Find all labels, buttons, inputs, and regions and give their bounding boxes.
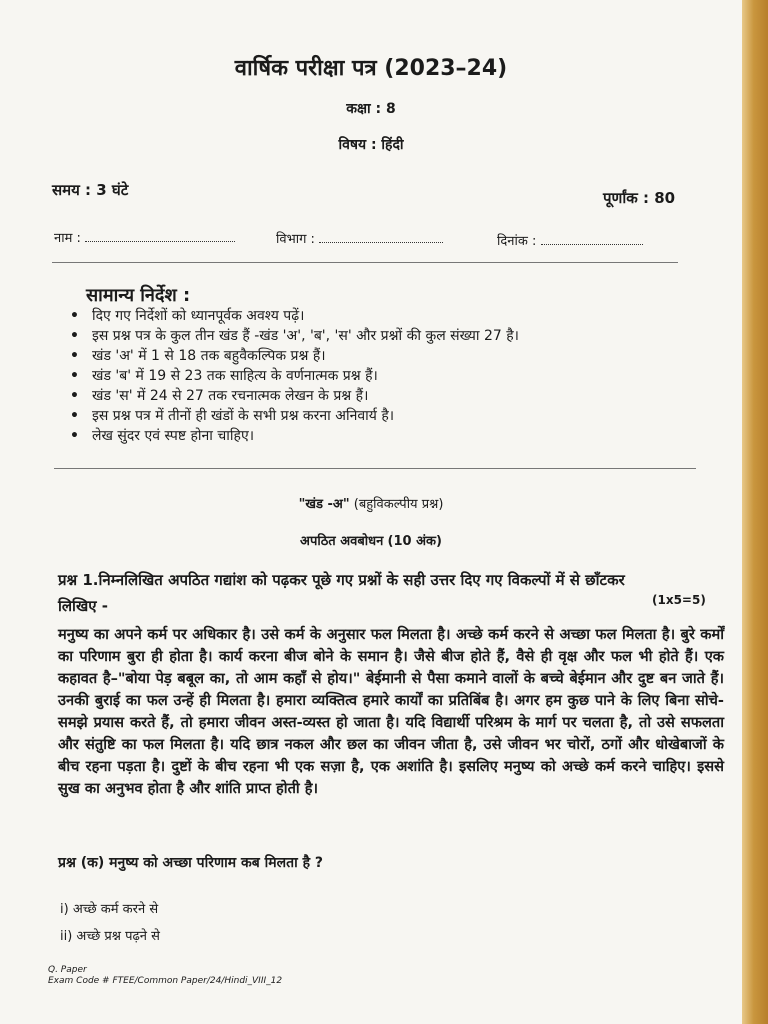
- unseen-passage-heading: [0, 531, 742, 549]
- unseen-passage-marks: (10 अंक): [387, 534, 442, 549]
- instruction-item: • इस प्रश्न पत्र में तीनों ही खंडों के सभी प्रश्न करना अनिवार्य है।: [70, 406, 519, 426]
- question-1-marks: (1x5=5): [652, 593, 706, 607]
- instructions-divider: [54, 468, 696, 469]
- time-label: समय : 3 घंटे: [52, 181, 129, 199]
- paper-edge-background: [742, 0, 768, 1024]
- option-1[interactable]: i) अच्छे कर्म करने से: [60, 902, 159, 917]
- instruction-item: • इस प्रश्न पत्र के कुल तीन खंड हैं -खंड 'अ', 'ब', 'स' और प्रश्नों की कुल संख्या 27 है।: [70, 326, 519, 346]
- subject-label: विषय : हिंदी: [338, 137, 404, 153]
- footer-exam-code: Exam Code # FTEE/Common Paper/24/Hindi_VIII_12: [48, 976, 283, 986]
- footer-paper-label: Q. Paper: [48, 965, 87, 975]
- section-a-heading: [0, 494, 742, 512]
- name-field[interactable]: [54, 228, 235, 246]
- section-blank[interactable]: [319, 230, 443, 243]
- question-1-prompt: प्रश्न 1.निम्नलिखित अपठित गद्यांश को पढ़कर पूछे गए प्रश्नों के सही उत्तर दिए गए विकल्पों में से छाँटकर: [58, 571, 625, 589]
- section-a-note: (बहुविकल्पीय प्रश्न): [353, 497, 444, 512]
- instruction-item: • खंड 'स' में 24 से 27 तक रचनात्मक लेखन के प्रश्न हैं।: [70, 386, 519, 406]
- unseen-passage-title: अपठित अवबोधन: [300, 534, 384, 549]
- paper-title: वार्षिक परीक्षा पत्र (2023–24): [234, 56, 508, 81]
- section-label: विभाग :: [276, 232, 315, 247]
- max-marks-label: पूर्णांक : 80: [603, 189, 676, 207]
- instructions-list: [70, 306, 519, 446]
- instruction-item: • खंड 'अ' में 1 से 18 तक बहुवैकल्पिक प्रश्न हैं।: [70, 346, 519, 366]
- reading-passage: मनुष्य का अपने कर्म पर अधिकार है। उसे कर्म के अनुसार फल मिलता है। अच्छे कर्म करने से अच्छा फल मिलता है। बुरे कर्मों का परिणाम बुरा ही होता है। कार्य करना बीज बोने के समान है। जैसे बीज होते हैं, वैसे ही वृक्ष और फल भी होते हैं। एक कहावत है–"बोया पेड़ बबूल का, तो आम कहाँ से होय।" बेईमानी से पैसा कमाने वालों के बच्चे बेईमान और दुष्ट बन जाते हैं। उनकी बुराई का फल उन्हें ही मिलता है। हमारा व्यक्तित्व हमारे कार्यों का प्रतिबिंब है। अगर हम कुछ पाने के लिए बिना सोचे-समझे प्रयास करते हैं, तो हमारा जीवन अस्त-व्यस्त हो जाता है। यदि विद्यार्थी परिश्रम के मार्ग पर चलता है, तो उसे सफलता और संतुष्टि का फल मिलता है। यदि छात्र नकल और छल का जीवन जीता है, उसे जीवन भर चोरों, ठगों और धोखेबाजों के बीच रहना पड़ता है। दुष्टों के बीच रहना भी एक सज़ा है, एक अशांति है। इसलिए मनुष्य को अच्छे कर्म करने चाहिए। इससे सुख का अनुभव होता है और शांति प्राप्त होती है।: [58, 626, 724, 797]
- date-field[interactable]: [497, 231, 643, 249]
- date-blank[interactable]: [541, 232, 643, 245]
- name-label: नाम :: [54, 231, 81, 246]
- class-label: कक्षा : 8: [346, 101, 396, 117]
- question-1-prompt-cont: लिखिए -: [58, 597, 108, 615]
- name-blank[interactable]: [85, 229, 235, 242]
- date-label: दिनांक :: [497, 234, 537, 249]
- section-a-title: "खंड -अ": [298, 497, 350, 512]
- instruction-item: • खंड 'ब' में 19 से 23 तक साहित्य के वर्णनात्मक प्रश्न हैं।: [70, 366, 519, 386]
- instruction-item: • दिए गए निर्देशों को ध्यानपूर्वक अवश्य पढ़ें।: [70, 306, 519, 326]
- instructions-heading: सामान्य निर्देश :: [86, 285, 191, 306]
- section-field[interactable]: [276, 229, 443, 247]
- instruction-item: • लेख सुंदर एवं स्पष्ट होना चाहिए।: [70, 426, 519, 446]
- option-2[interactable]: ii) अच्छे प्रश्न पढ़ने से: [60, 929, 160, 944]
- sub-question-a: प्रश्न (क) मनुष्य को अच्छा परिणाम कब मिलता है ?: [58, 855, 323, 871]
- header-divider: [52, 262, 678, 263]
